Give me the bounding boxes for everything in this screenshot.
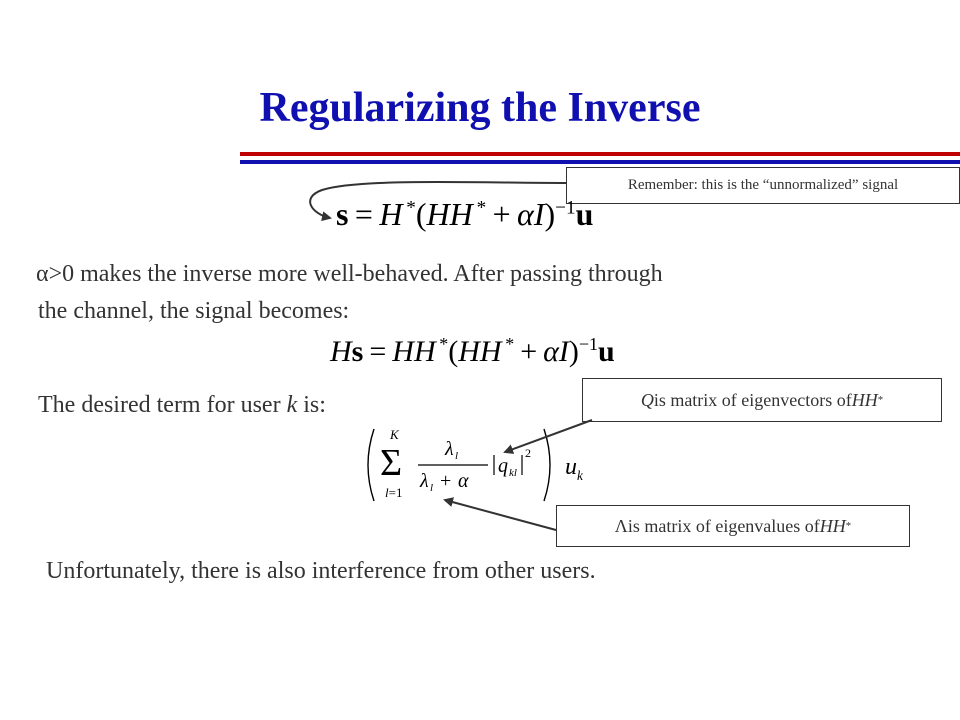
slide-title: Regularizing the Inverse xyxy=(259,85,701,131)
callout-q-text: is matrix of eigenvectors of xyxy=(653,389,852,410)
desired-term-u-k: $u_k$ xyxy=(565,454,583,483)
alpha-explanation-text: >0 makes the inverse more well-behaved. After passing through xyxy=(48,261,663,287)
callout-unnormalized-text: Remember: this is the “unnormalized” signal xyxy=(627,177,899,193)
svg-text:α: α xyxy=(458,470,469,492)
callout-lambda-symbol: Λ xyxy=(614,515,628,536)
callout-lambda-hh: HH xyxy=(819,515,846,536)
interference-line: Unfortunately, there is also interference from other users. xyxy=(46,558,596,584)
svg-text:λ: λ xyxy=(445,438,454,460)
callout-q-hh: HH xyxy=(851,389,878,410)
arrow-lambda xyxy=(445,500,556,530)
callout-lambda-text: is matrix of eigenvalues of xyxy=(627,515,820,536)
received-signal-equation: Hs = HH *(HH * + αI)$^{-1}$u xyxy=(330,334,615,368)
precoder-equation: s = H *(HH * + αI)$^{-1}$u xyxy=(336,196,594,232)
callout-lambda-star: * xyxy=(845,520,852,532)
svg-text:l=1: l=1 xyxy=(385,485,403,500)
svg-text:l: l xyxy=(455,450,459,462)
desired-term-user-k: k xyxy=(286,392,298,418)
svg-text:l: l xyxy=(430,482,434,494)
svg-text:q: q xyxy=(498,455,508,477)
callout-q-symbol: Q xyxy=(640,389,654,410)
desired-term-text-b: is: xyxy=(297,392,326,418)
svg-text:kl: kl xyxy=(509,467,517,479)
svg-text:Σ: Σ xyxy=(380,442,403,484)
arrow-unnormalized xyxy=(310,182,566,218)
alpha-symbol: α xyxy=(36,261,49,287)
channel-line: the channel, the signal becomes: xyxy=(38,298,350,324)
desired-term-text-a: The desired term for user xyxy=(38,392,287,418)
arrow-q xyxy=(505,420,592,452)
svg-text:+: + xyxy=(440,470,452,492)
svg-text:λ: λ xyxy=(420,470,429,492)
svg-text:K: K xyxy=(390,427,399,442)
svg-text:2: 2 xyxy=(525,446,531,460)
callout-q-star: * xyxy=(877,394,884,406)
